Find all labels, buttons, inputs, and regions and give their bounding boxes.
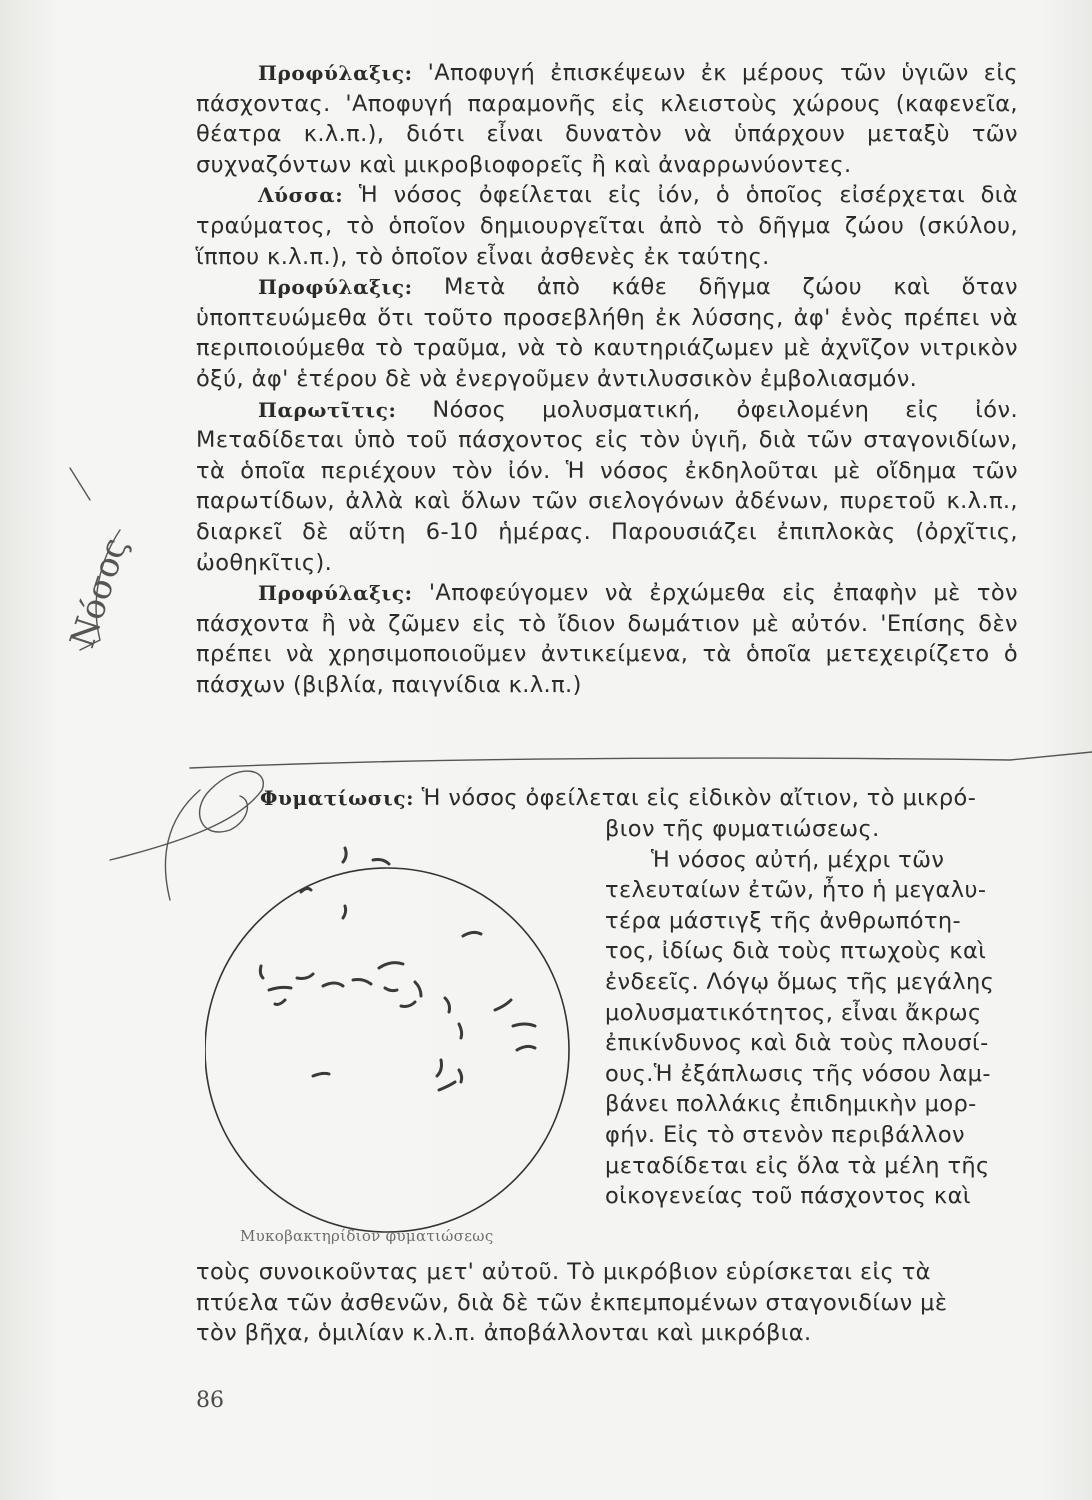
pencil-underline — [190, 752, 1092, 768]
text-line: τελευταίων ἐτῶν, ἦτο ἡ μεγαλυ- — [605, 877, 987, 904]
paragraph-term: Προφύλαξις: — [258, 581, 413, 606]
tuberculosis-term: Φυματίωσις: — [260, 786, 415, 810]
paragraph-term: Λύσσα: — [258, 183, 344, 208]
paragraph — [196, 395, 1018, 579]
body-text — [196, 58, 1018, 700]
paragraph-text: Νόσος μολυσματική, ὀφειλομένη εἰς ἰόν. Μεταδίδεται ὑπὸ τοῦ πάσχοντος εἰς τὸν ὑγιῆ, διὰ τῶν σταγονιδίων, τὰ ὁποῖα περιέχουν τὸν ἰόν. Ἡ νόσος ἐκδηλοῦται μὲ οἴδημα τῶν παρωτίδων, ἀλλὰ καὶ ὅλων τῶν σιελογόνων ἀδένων, πυρετοῦ κ.λ.π., διαρκεῖ δὲ αὕτη 6-10 ἡμέρας. Παρουσιάζει ἐπιπλοκὰς (ὀρχῖτις, ὠοθηκῖτις). — [196, 396, 1018, 576]
figure-caption: Μυκοβακτηρίδιον φυματιώσεως — [240, 1227, 494, 1245]
paragraph-text: 'Αποφυγή ἐπισκέψεων ἐκ μέρους τῶν ὑγιῶν εἰς πάσχοντας. 'Αποφυγή παραμονῆς εἰς κλειστοὺς χώρους (καφενεῖα, θέατρα κ.λ.π.), διότι εἶναι δυνατὸν νὰ ὑπάρχουν μεταξὺ τῶν συχναζόντων καὶ μικροβιοφορεῖς ἢ καὶ ἀναρρωνύοντες. — [196, 60, 1018, 178]
paragraph-term: Προφύλαξις: — [258, 275, 413, 300]
paragraph-term: Παρωτῖτις: — [258, 397, 397, 422]
text-line: τος, ἰδίως διὰ τοὺς πτωχοὺς καὶ — [605, 938, 987, 965]
paragraph — [196, 272, 1018, 394]
paragraph — [196, 58, 1018, 180]
text-line: μεταδίδεται εἰς ὅλα τὰ μέλη τῆς — [605, 1152, 990, 1179]
text-line: φήν. Εἰς τὸ στενὸν περιβάλλον — [605, 1121, 966, 1148]
page-number: 86 — [196, 1388, 224, 1413]
text-line: ους.Ἡ ἐξάπλωσις τῆς νόσου λαμ- — [605, 1060, 991, 1087]
tuberculosis-heading-line — [260, 783, 1020, 814]
text-line: πτύελα τῶν ἀσθενῶν, διὰ δὲ τῶν ἐκπεμπομένων σταγονιδίων μὲ — [196, 1289, 948, 1316]
text-line: τοὺς συνοικοῦντας μετ' αὐτοῦ. Τὸ μικρόβιον εὑρίσκεται εἰς τὰ — [196, 1259, 931, 1285]
margin-tick — [70, 468, 90, 500]
text-line: ἐπικίνδυνος καὶ διὰ τοὺς πλουσί- — [605, 1030, 989, 1057]
pencil-loop — [165, 790, 200, 900]
paragraph-text: Μετὰ ἀπὸ κάθε δῆγμα ζώου καὶ ὅταν ὑποπτευώμεθα ὅτι τοῦτο προσεβλήθη ἐκ λύσσης, ἀφ' ἑνὸς πρέπει νὰ περιποιούμεθα τὸ τραῦμα, νὰ τὸ καυτηριάζωμεν μὲ ἀχνῖζον νιτρικὸν ὀξύ, ἀφ' ἑτέρου δὲ νὰ ἐνεργοῦμεν ἀντιλυσσικὸν ἐμβολιασμόν. — [196, 274, 1018, 392]
paragraph-text: 'Αποφεύγομεν νὰ ἐρχώμεθα εἰς ἐπαφὴν μὲ τὸν πάσχοντα ἢ νὰ ζῶμεν εἰς τὸ ἴδιον δωμάτιον μὲ αὐτόν. 'Επίσης δὲν πρέπει νὰ χρησιμοποιοῦμεν ἀντικείμενα, τὰ ὁποῖα μετεχειρίζετο ὁ πάσχων (βιβλία, παιγνίδια κ.λ.π.) — [196, 580, 1018, 698]
bacilli-cluster — [260, 848, 535, 1090]
tuberculosis-heading-text: Ἡ νόσος ὀφείλεται εἰς εἰδικὸν αἴτιον, τὸ μικρό- — [414, 785, 977, 811]
text-line: βάνει πολλάκις ἐπιδημικὴν μορ- — [605, 1091, 977, 1118]
paragraph-term: Προφύλαξις: — [258, 61, 413, 85]
text-line: οἰκογενείας τοῦ πάσχοντος καὶ — [605, 1183, 971, 1210]
margin-note: Νόσος — [62, 532, 136, 653]
microscope-figure — [205, 818, 585, 1268]
text-line: Ἡ νόσος αὐτή, μέχρι τῶν — [651, 846, 945, 873]
microscope-field-circle — [205, 868, 569, 1232]
tuberculosis-wrapped-text — [605, 814, 1018, 1212]
tuberculosis-bottom-text — [196, 1257, 1018, 1349]
text-line: ἐνδεεῖς. Λόγῳ ὅμως τῆς μεγάλης — [605, 968, 995, 995]
paragraph — [196, 180, 1018, 272]
text-line: βιον τῆς φυματιώσεως. — [605, 816, 880, 842]
margin-stroke — [80, 530, 120, 650]
text-line: μολυσματικότητος, εἶναι ἄκρως — [605, 999, 982, 1026]
paragraph-text: Ἡ νόσος ὀφείλεται εἰς ἰόν, ὁ ὁποῖος εἰσέρχεται διὰ τραύματος, τὸ ὁποῖον δημιουργεῖται ἀπὸ τὸ δῆγμα ζώου (σκύλου, ἵππου κ.λ.π.), τὸ ὁποῖον εἶναι ἀσθενὲς ἐκ ταύτης. — [196, 182, 1018, 270]
paragraph — [196, 578, 1018, 700]
text-line: τὸν βῆχα, ὁμιλίαν κ.λ.π. ἀποβάλλονται καὶ μικρόβια. — [196, 1320, 812, 1347]
text-line: τέρα μάστιγξ τῆς ἀνθρωπότη- — [605, 907, 962, 934]
